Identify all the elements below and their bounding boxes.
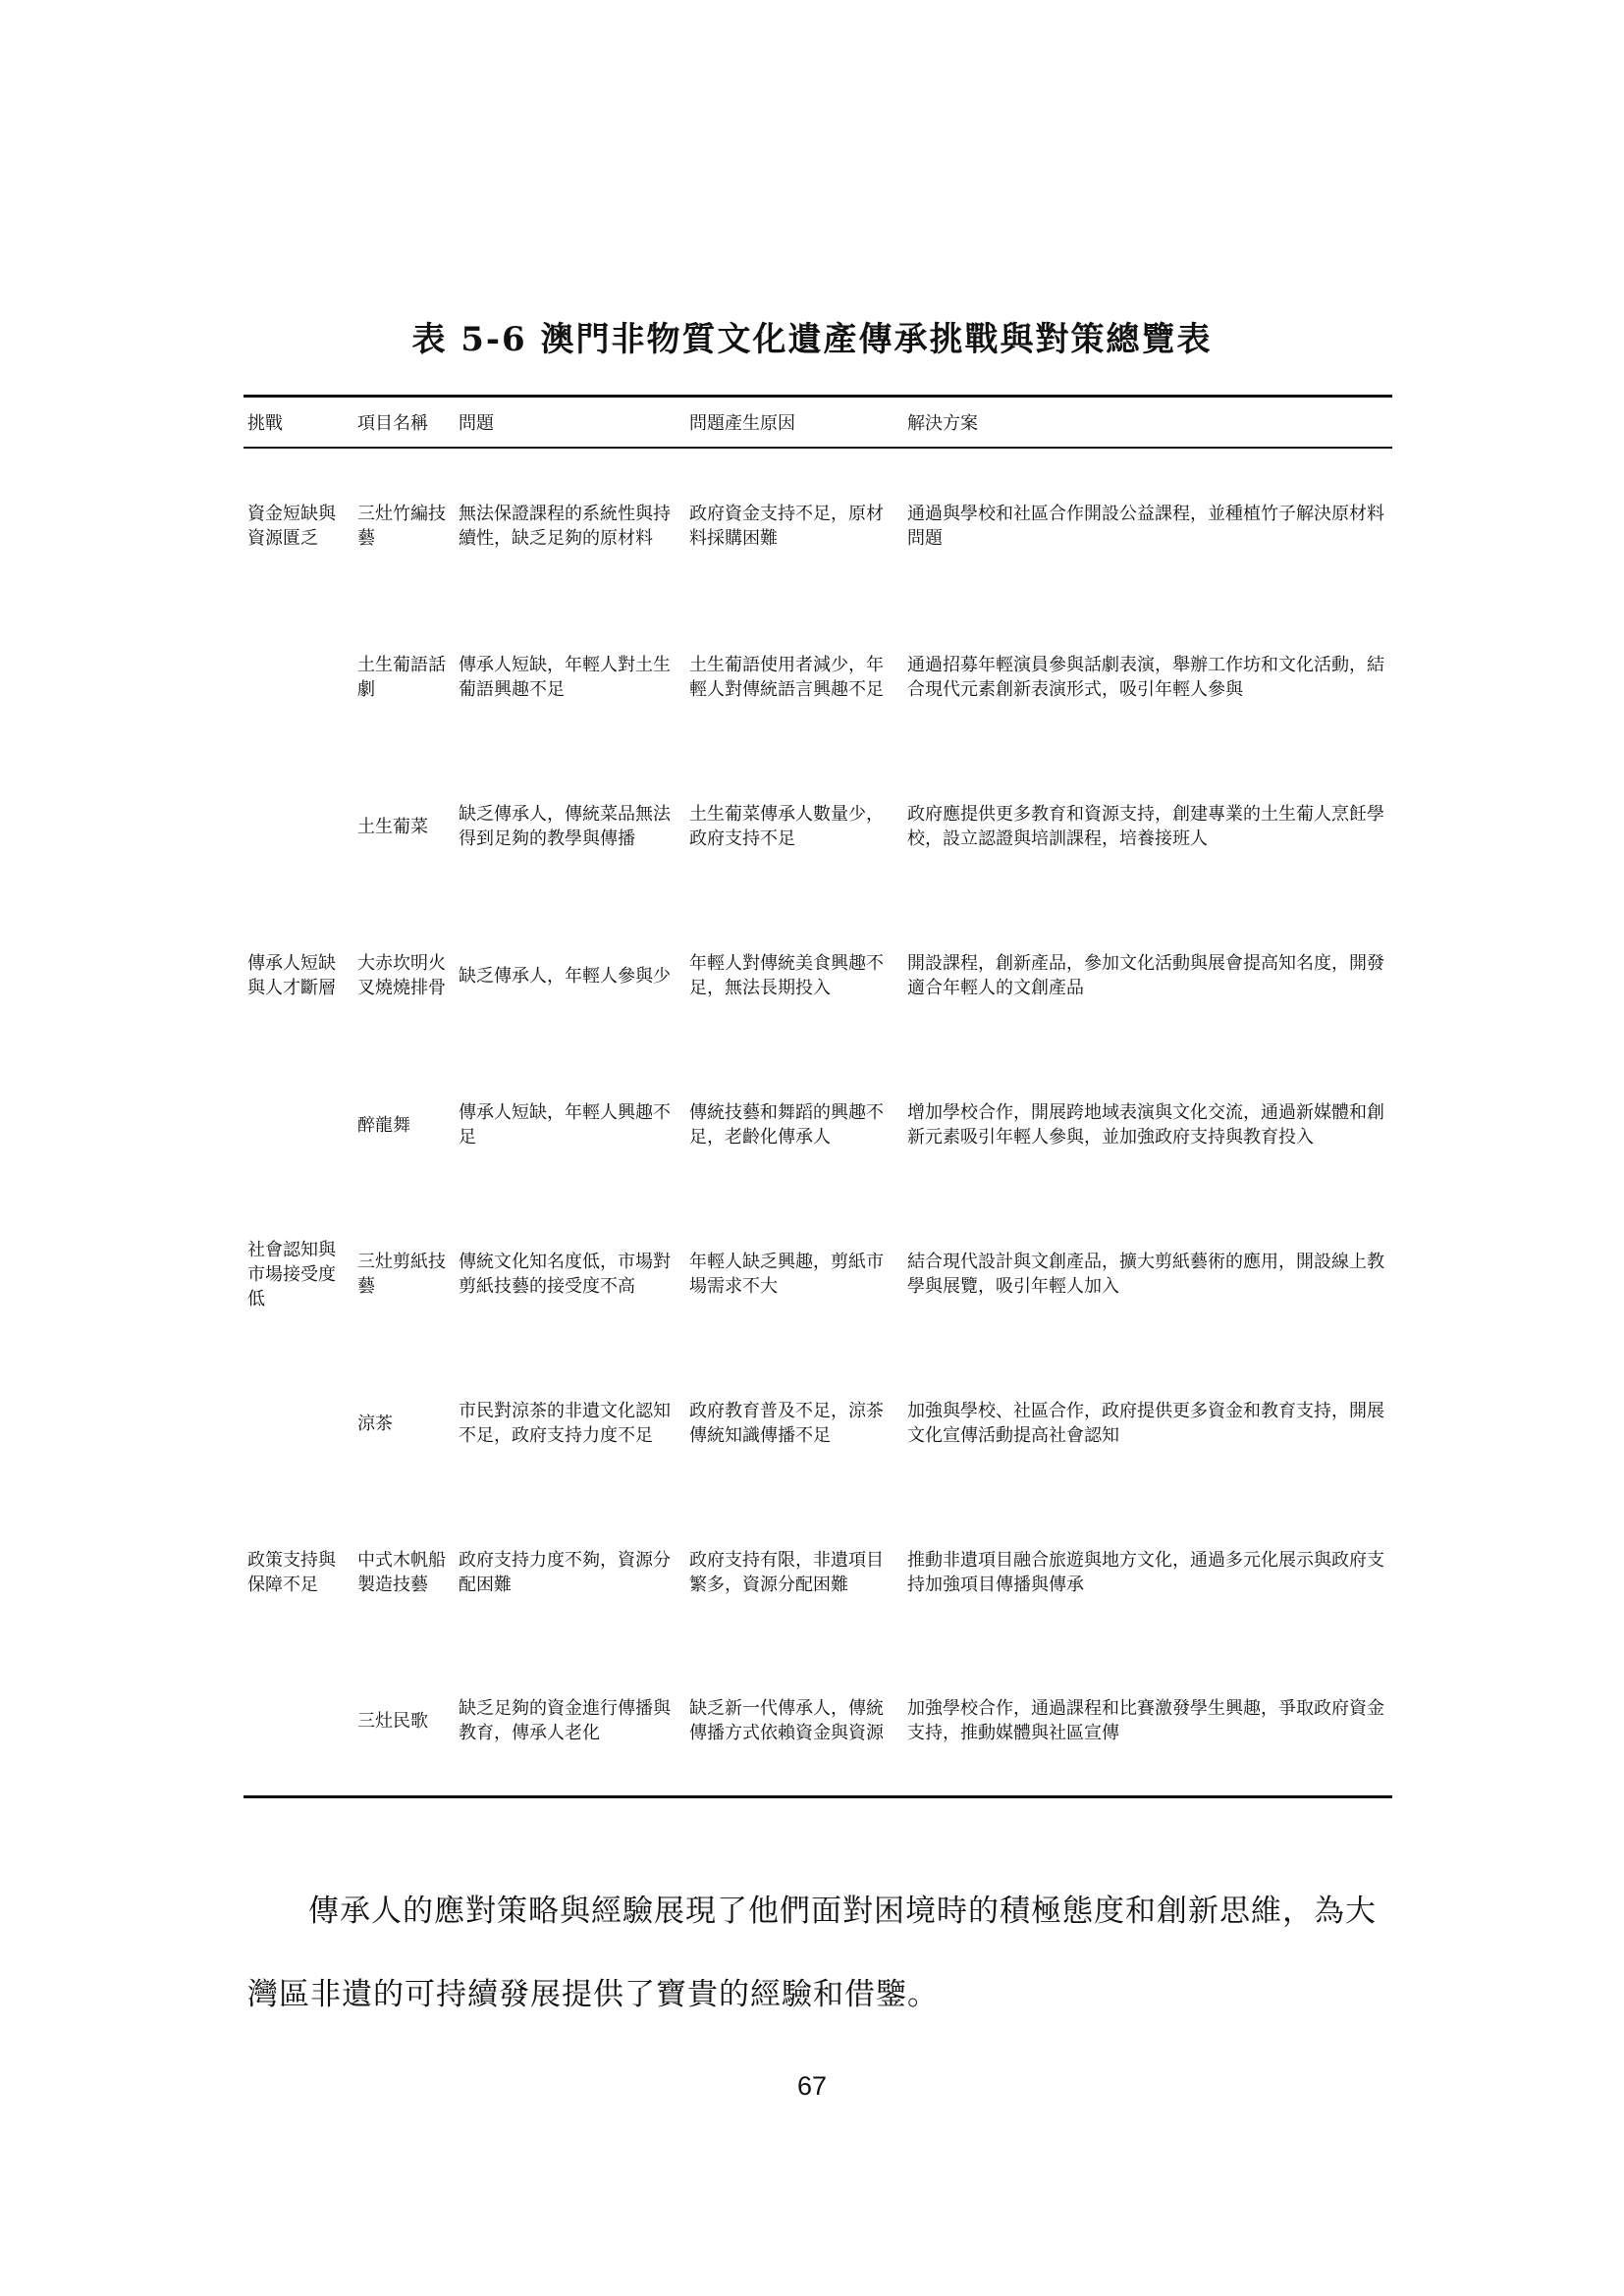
cell-cause: 土生葡語使用者減少，年輕人對傳統語言興趣不足 [689,655,884,700]
header-item-name: 項目名稱 [357,413,428,434]
cell-challenge: 政策支持與保障不足 [247,1550,336,1595]
cell-challenge: 傳承人短缺與人才斷層 [247,953,336,998]
cell-challenge [244,1349,353,1498]
table-row [244,1498,1392,1647]
cell-item-name: 三灶剪紙技藝 [357,1252,446,1297]
table-row [244,1349,1392,1498]
cell-solution: 推動非遺項目融合旅遊與地方文化，通過多元化展示與政府支持加強項目傳播與傳承 [907,1550,1384,1595]
header-problem: 問題 [459,413,494,434]
table-row [244,1647,1392,1796]
cell-solution: 通過招募年輕演員參與話劇表演，舉辦工作坊和文化活動，結合現代元素創新表演形式，吸引年輕人參與 [907,655,1384,700]
cell-problem: 傳統文化知名度低，市場對剪紙技藝的接受度不高 [459,1252,671,1297]
cell-solution: 結合現代設計與文創產品，擴大剪紙藝術的應用，開設線上教學與展覽，吸引年輕人加入 [907,1252,1384,1297]
cell-item-name: 大赤坎明火叉燒燒排骨 [357,953,446,998]
cell-problem: 政府支持力度不夠，資源分配困難 [459,1550,671,1595]
cell-cause: 土生葡菜傳承人數量少，政府支持不足 [689,804,884,849]
cell-challenge: 資金短缺與資源匱乏 [247,503,336,549]
cell-item-name: 土生葡語話劇 [357,655,446,700]
cell-cause: 傳統技藝和舞蹈的興趣不足，老齡化傳承人 [689,1102,884,1148]
table-row [244,603,1392,752]
cell-challenge: 社會認知與市場接受度低 [247,1239,336,1309]
cell-solution: 通過與學校和社區合作開設公益課程，並種植竹子解決原材料問題 [907,503,1384,549]
cell-cause: 年輕人缺乏興趣，剪紙市場需求不大 [689,1252,884,1297]
cell-item-name: 三灶民歌 [357,1710,428,1732]
cell-problem: 市民對涼茶的非遺文化認知不足，政府支持力度不足 [459,1401,671,1446]
cell-problem: 缺乏傳承人，傳統菜品無法得到足夠的教學與傳播 [459,804,671,849]
cell-solution: 開設課程，創新產品，參加文化活動與展會提高知名度，開發適合年輕人的文創產品 [907,953,1384,998]
table-row [244,1200,1392,1349]
page-number: 67 [796,2071,828,2101]
cell-solution: 加強學校合作，通過課程和比賽激發學生興趣，爭取政府資金支持，推動媒體與社區宣傳 [907,1698,1384,1744]
cell-item-name: 土生葡菜 [357,816,428,837]
cell-item-name: 涼茶 [357,1413,393,1434]
header-cause: 問題產生原因 [689,413,795,434]
header-solution: 解決方案 [907,413,978,434]
header-challenge: 挑戰 [247,413,283,434]
cell-problem: 傳承人短缺，年輕人對土生葡語興趣不足 [459,655,671,700]
table-row [244,448,1392,603]
cell-problem: 缺乏傳承人，年輕人參與少 [459,965,671,987]
table-header-row [244,397,1392,449]
cell-cause: 政府教育普及不足，涼茶傳統知識傳播不足 [689,1401,884,1446]
body-paragraph: 傳承人的應對策略與經驗展現了他們面對困境時的積極態度和創新思維，為大灣區非遺的可持續發展提供了寶貴的經驗和借鑒。 [247,1894,1377,2012]
cell-cause: 缺乏新一代傳承人，傳統傳播方式依賴資金與資源 [689,1698,884,1744]
cell-item-name: 中式木帆船製造技藝 [357,1550,446,1595]
cell-solution: 政府應提供更多教育和資源支持，創建專業的土生葡人烹飪學校，設立認證與培訓課程，培養接班人 [907,804,1384,849]
table-container [244,395,1392,1798]
cell-challenge [244,1647,353,1796]
cell-cause: 年輕人對傳統美食興趣不足，無法長期投入 [689,953,884,998]
cell-cause: 政府資金支持不足，原材料採購困難 [689,503,884,549]
cell-item-name: 三灶竹編技藝 [357,503,446,549]
cell-challenge [244,1050,353,1200]
cell-challenge [244,603,353,752]
cell-problem: 無法保證課程的系統性與持續性，缺乏足夠的原材料 [459,503,671,549]
table-row [244,1050,1392,1200]
cell-problem: 傳承人短缺，年輕人興趣不足 [459,1102,671,1148]
cell-solution: 加強與學校、社區合作，政府提供更多資金和教育支持，開展文化宣傳活動提高社會認知 [907,1401,1384,1446]
cell-problem: 缺乏足夠的資金進行傳播與教育，傳承人老化 [459,1698,671,1744]
challenges-table [244,395,1392,1798]
table-title: 表 5-6 澳門非物質文化遺產傳承挑戰與對策總覽表 [411,320,1213,359]
cell-item-name: 醉龍舞 [357,1114,410,1136]
cell-cause: 政府支持有限，非遺項目繁多，資源分配困難 [689,1550,884,1595]
cell-challenge [244,752,353,901]
cell-solution: 增加學校合作，開展跨地域表演與文化交流，通過新媒體和創新元素吸引年輕人參與，並加強政府支持與教育投入 [907,1102,1384,1148]
table-row [244,752,1392,901]
table-row [244,901,1392,1050]
